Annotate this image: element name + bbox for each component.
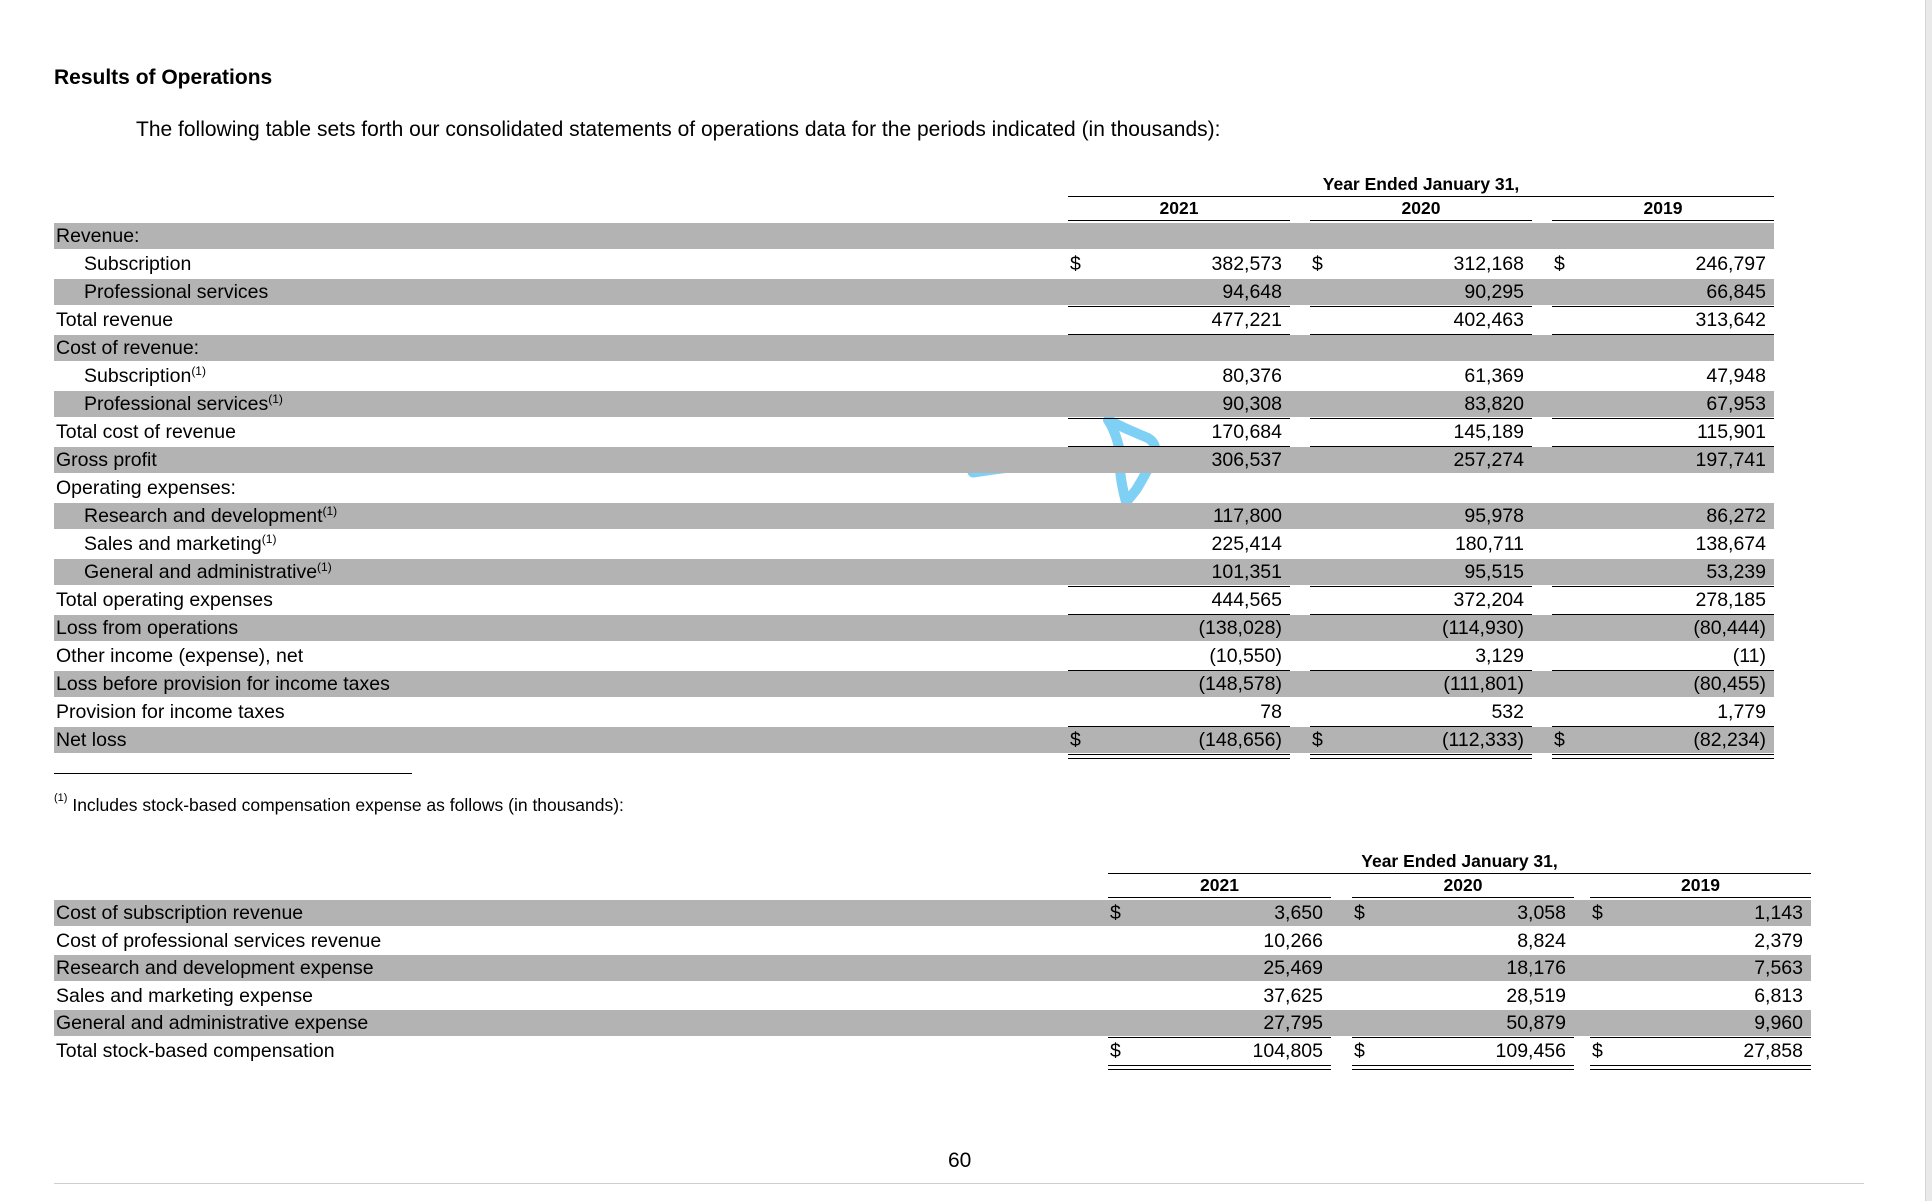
- table2-total-rule: [1352, 1065, 1574, 1070]
- table1-cell-value: 95,515: [1464, 561, 1524, 583]
- table1-row-label: [84, 281, 268, 304]
- table1-row-shade: [54, 335, 1774, 361]
- row-label-text: Cost of subscription revenue: [56, 902, 304, 924]
- table1-cell-value: (148,578): [1198, 673, 1282, 695]
- table1-cell-value: 197,741: [1695, 449, 1766, 471]
- table2-year-rule: [1590, 897, 1811, 898]
- table1-cell-value: 278,185: [1695, 589, 1766, 611]
- table1-cell-value: 138,674: [1695, 533, 1766, 555]
- row-label-text: Total stock-based compensation: [56, 1040, 335, 1062]
- table2-row-label: [56, 985, 313, 1008]
- table2-cell-value: 109,456: [1495, 1040, 1566, 1062]
- table1-cell-value: 47,948: [1706, 365, 1766, 387]
- table1-row-label: [84, 505, 337, 528]
- table1-total-rule: [1552, 754, 1774, 759]
- table2-row-label: [56, 957, 374, 980]
- row-label-text: Other income (expense), net: [56, 645, 304, 667]
- table2-year-rule: [1108, 897, 1331, 898]
- table1-cell-value: 180,711: [1454, 533, 1524, 555]
- page-number: 60: [948, 1149, 972, 1172]
- table1-cell-value: 402,463: [1453, 309, 1524, 331]
- table2-cell-value: 3,058: [1517, 902, 1566, 924]
- table1-row-label: [56, 225, 139, 248]
- row-label-text: Professional services: [84, 393, 269, 415]
- table1-cell-value: 90,295: [1464, 281, 1524, 303]
- table1-cell-value: 115,901: [1696, 421, 1766, 443]
- row-label-text: Revenue:: [56, 225, 140, 247]
- table1-period-header: Year Ended January 31,: [1322, 174, 1520, 194]
- table1-cell-value: 66,845: [1706, 281, 1766, 303]
- table1-cell-value: 90,308: [1222, 393, 1282, 415]
- table1-cell-value: 145,189: [1453, 421, 1524, 443]
- table1-subtotal-rule: [1552, 586, 1774, 587]
- table1-row-label: [56, 617, 238, 640]
- table1-cell-value: (112,333): [1441, 729, 1524, 751]
- row-label-text: Sales and marketing: [84, 533, 262, 555]
- table1-cell-value: 83,820: [1464, 393, 1524, 415]
- table1-subtotal-rule: [1552, 306, 1774, 307]
- table1-cell-value: 78: [1260, 701, 1282, 723]
- table1-year-rule: [1552, 220, 1774, 221]
- table2-dollar-sign: $: [1110, 1040, 1121, 1062]
- table1-row-label: [56, 421, 236, 444]
- row-label-text: Loss before provision for income taxes: [56, 673, 390, 695]
- row-label-text: Total operating expenses: [56, 589, 273, 611]
- table1-row-label: [56, 645, 303, 668]
- table1-cell-value: (148,656): [1198, 729, 1282, 751]
- footnote-marker: (1): [54, 792, 68, 804]
- table2-total-rule: [1590, 1065, 1811, 1070]
- footnote-ref: (1): [268, 392, 283, 406]
- table2-cell-value: 10,266: [1263, 929, 1323, 952]
- table1-cell-value: (80,444): [1693, 617, 1766, 639]
- table1-year-header: 2020: [1401, 198, 1441, 218]
- row-label-text: General and administrative: [84, 561, 318, 583]
- table2-period-header: Year Ended January 31,: [1361, 851, 1558, 871]
- row-label-text: Total cost of revenue: [56, 421, 236, 443]
- table2-cell-value: 104,805: [1252, 1040, 1323, 1062]
- table1-subtotal-rule: [1310, 586, 1532, 587]
- table1-year-rule: [1068, 220, 1290, 221]
- table2-year-header: 2019: [1681, 875, 1720, 895]
- row-label-text: Subscription: [84, 365, 192, 387]
- row-label-text: Cost of revenue:: [56, 337, 200, 359]
- table1-dollar-sign: $: [1554, 729, 1565, 751]
- table1-cell-value: 94,648: [1222, 281, 1282, 303]
- table1-subtotal-rule: [1068, 418, 1290, 419]
- table1-cell-value: 372,204: [1453, 589, 1524, 611]
- table1-cell-value: 117,800: [1212, 505, 1282, 527]
- footnote-divider: [54, 773, 412, 774]
- table1-total-rule: [1310, 754, 1532, 759]
- table1-subtotal-rule: [1310, 306, 1532, 307]
- table2-dollar-sign: $: [1354, 902, 1365, 924]
- row-label-text: Provision for income taxes: [56, 701, 285, 723]
- table2-header-rule: [1108, 873, 1811, 874]
- table2-cell-value: 1,143: [1754, 902, 1803, 924]
- table1-subtotal-rule: [1552, 418, 1774, 419]
- table1-cell-value: 170,684: [1211, 421, 1282, 443]
- scrollbar-thumb[interactable]: [1925, 0, 1932, 1201]
- table1-subtotal-rule: [1068, 306, 1290, 307]
- table1-cell-value: 101,351: [1211, 561, 1282, 583]
- table1-year-rule: [1310, 220, 1532, 221]
- table1-row-label: [84, 393, 283, 416]
- footnote-ref: (1): [317, 560, 332, 574]
- table2-dollar-sign: $: [1592, 902, 1603, 924]
- row-label-text: Gross profit: [56, 449, 157, 471]
- table2-cell-value: 18,176: [1506, 957, 1566, 980]
- intro-paragraph: The following table sets forth our consolidated statements of operations data for the periods indicated (in thousands):: [136, 118, 1221, 141]
- table1-row-label: [84, 561, 332, 584]
- table1-header-rule: [1068, 196, 1774, 197]
- row-label-text: Subscription: [84, 253, 192, 275]
- table2-cell-value: 9,960: [1754, 1012, 1803, 1035]
- table1-row-label: [56, 337, 199, 360]
- table2-year-header: 2021: [1200, 875, 1239, 895]
- table1-cell-value: 3,129: [1475, 645, 1524, 667]
- table2-cell-value: 8,824: [1517, 929, 1566, 952]
- table1-row-label: [84, 253, 191, 276]
- table1-cell-value: 257,274: [1453, 449, 1524, 471]
- table1-cell-value: 477,221: [1211, 309, 1282, 331]
- row-label-text: Operating expenses:: [56, 477, 236, 499]
- row-label-text: General and administrative expense: [56, 1012, 369, 1035]
- table2-cell-value: 37,625: [1263, 984, 1323, 1007]
- table1-cell-value: 306,537: [1211, 449, 1282, 471]
- table2-year-header: 2020: [1443, 875, 1483, 895]
- table1-dollar-sign: $: [1312, 729, 1323, 751]
- row-label-text: Professional services: [84, 281, 269, 303]
- page-bottom-rule: [54, 1183, 1864, 1184]
- table1-year-header: 2021: [1159, 198, 1199, 218]
- table2-subtotal-rule: [1590, 1037, 1811, 1038]
- table1-row-label: [56, 589, 273, 612]
- row-label-text: Total revenue: [56, 309, 174, 331]
- table1-cell-value: (82,234): [1693, 729, 1766, 751]
- table1-cell-value: 382,573: [1211, 253, 1282, 275]
- table2-cell-value: 27,858: [1743, 1040, 1803, 1062]
- table1-subtotal-rule: [1310, 418, 1532, 419]
- table1-year-header: 2019: [1643, 198, 1683, 218]
- table2-cell-value: 50,879: [1506, 1012, 1566, 1035]
- table1-row-label: [84, 533, 276, 556]
- row-label-text: Loss from operations: [56, 617, 239, 639]
- table1-row-label: [56, 701, 285, 724]
- table2-cell-value: 7,563: [1754, 957, 1803, 980]
- table1-cell-value: 53,239: [1706, 561, 1766, 583]
- table2-row-label: [56, 1040, 335, 1063]
- table1-cell-value: 225,414: [1211, 533, 1282, 555]
- table2-row-label: [56, 930, 381, 953]
- table1-row-label: [56, 309, 173, 332]
- table2-cell-value: 25,469: [1263, 957, 1323, 980]
- row-label-text: Cost of professional services revenue: [56, 929, 382, 952]
- table2-subtotal-rule: [1352, 1037, 1574, 1038]
- table2-cell-value: 2,379: [1754, 929, 1803, 952]
- footnote: [54, 792, 624, 816]
- table1-cell-value: 80,376: [1222, 365, 1282, 387]
- table1-cell-value: 67,953: [1706, 393, 1766, 415]
- table1-cell-value: (114,930): [1441, 617, 1524, 639]
- table2-row-label: [56, 1012, 368, 1035]
- footnote-ref: (1): [322, 504, 338, 518]
- footnote-ref: (1): [261, 532, 277, 546]
- table1-dollar-sign: $: [1312, 253, 1323, 275]
- table1-cell-value: 61,369: [1464, 365, 1524, 387]
- row-label-text: Research and development: [84, 505, 323, 527]
- table2-year-rule: [1352, 897, 1574, 898]
- table2-dollar-sign: $: [1354, 1040, 1365, 1062]
- table2-dollar-sign: $: [1592, 1040, 1603, 1062]
- table1-cell-value: (111,801): [1443, 673, 1524, 695]
- table1-total-rule: [1068, 754, 1290, 759]
- table2-dollar-sign: $: [1110, 902, 1121, 924]
- table1-cell-value: (10,550): [1209, 645, 1282, 667]
- table1-row-label: [84, 365, 206, 388]
- table1-subtotal-rule: [1068, 586, 1290, 587]
- table1-dollar-sign: $: [1070, 253, 1081, 275]
- table2-cell-value: 6,813: [1754, 984, 1803, 1007]
- table1-row-label: [56, 449, 157, 472]
- table1-row-shade: [54, 223, 1774, 249]
- table1-row-label: [56, 673, 390, 696]
- row-label-text: Research and development expense: [56, 957, 374, 980]
- table1-cell-value: 532: [1491, 701, 1524, 723]
- footnote-text: Includes stock-based compensation expense as follows (in thousands):: [72, 795, 624, 815]
- table2-total-rule: [1108, 1065, 1331, 1070]
- row-label-text: Sales and marketing expense: [56, 984, 313, 1007]
- table1-cell-value: (80,455): [1693, 673, 1766, 695]
- table2-cell-value: 27,795: [1263, 1012, 1323, 1035]
- table2-cell-value: 28,519: [1506, 984, 1566, 1007]
- table1-cell-value: (11): [1732, 645, 1766, 667]
- table1-cell-value: 313,642: [1695, 309, 1766, 331]
- table1-cell-value: (138,028): [1198, 617, 1282, 639]
- table1-row-label: [56, 729, 126, 752]
- table1-cell-value: 95,978: [1464, 505, 1524, 527]
- table1-cell-value: 444,565: [1211, 589, 1282, 611]
- section-heading: Results of Operations: [54, 66, 273, 89]
- table1-cell-value: 312,168: [1453, 253, 1524, 275]
- table2-cell-value: 3,650: [1274, 902, 1323, 924]
- row-label-text: Net loss: [56, 729, 127, 751]
- table1-cell-value: 246,797: [1695, 253, 1766, 275]
- table2-subtotal-rule: [1108, 1037, 1331, 1038]
- footnote-ref: (1): [191, 364, 206, 378]
- table1-dollar-sign: $: [1554, 253, 1565, 275]
- table1-row-label: [56, 477, 236, 500]
- table2-row-label: [56, 902, 303, 925]
- table1-cell-value: 86,272: [1706, 505, 1766, 527]
- table1-dollar-sign: $: [1070, 729, 1081, 751]
- table1-cell-value: 1,779: [1717, 701, 1766, 723]
